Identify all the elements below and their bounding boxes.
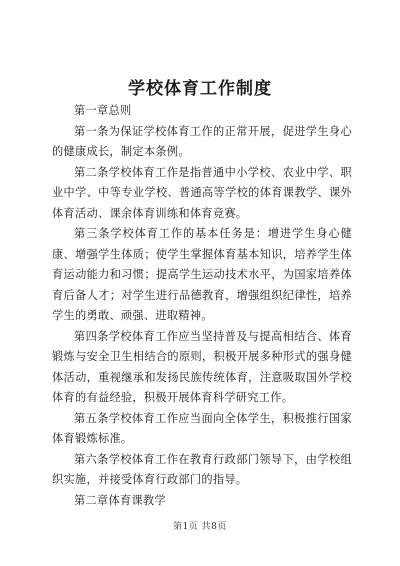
- page-number-footer: 第1页 共8页: [173, 522, 227, 532]
- article-paragraph: 第三条学校体育工作的基本任务是：增进学生身心健康、增强学生体质；使学生掌握体育基本知识，培养学生体育运动能力和习惯；提高学生运动技术水平，为国家培养体育后备人才；对学生进行品德教育，增强组织纪律性，培养学生的勇敢、顽强、进取精神。: [52, 227, 352, 322]
- document-title: 学校体育工作制度: [128, 79, 272, 99]
- article-paragraph: 第五条学校体育工作应当面向全体学生，积极推行国家体育锻炼标准。: [52, 411, 352, 445]
- chapter-heading: 第二章体育课教学: [74, 493, 166, 507]
- document-body: [52, 101, 352, 511]
- article-paragraph: 第二条学校体育工作是指普通中小学校、农业中学、职业中学、中等专业学校、普通高等学校的体育课教学、课外体育活动、课余体育训练和体育竞赛。: [52, 165, 352, 220]
- article-paragraph: 第一条为保证学校体育工作的正常开展，促进学生身心的健康成长，制定本条例。: [52, 124, 352, 158]
- article-paragraph: 第四条学校体育工作应当坚持普及与提高相结合、体育锻炼与安全卫生相结合的原则，积极开展多种形式的强身健体活动，重视继承和发扬民族传统体育，注意吸取国外学校体育的有益经验，积极开展体育科学研究工作。: [52, 329, 352, 404]
- article-paragraph: 第六条学校体育工作在教育行政部门领导下，由学校组织实施，并接受体育行政部门的指导。: [52, 452, 352, 486]
- chapter-heading: 第一章总则: [74, 104, 132, 117]
